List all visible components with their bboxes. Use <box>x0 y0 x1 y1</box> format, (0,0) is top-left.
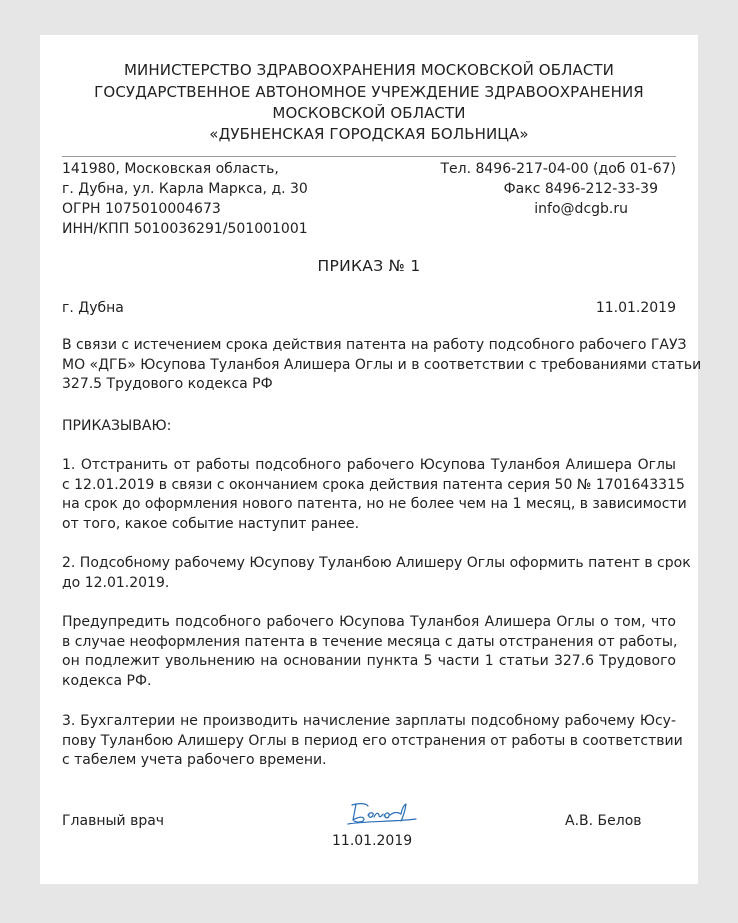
warning-line: кодекса РФ. <box>62 672 152 689</box>
signer-position: Главный врач <box>62 813 165 829</box>
item-3-paragraph <box>62 712 683 771</box>
item-2-paragraph <box>62 554 691 593</box>
order-city: г. Дубна <box>62 300 124 316</box>
fax: Факс 8496-212-33-39 <box>503 181 658 197</box>
intro-line: МО «ДГБ» Юсупова Туланбоя Алишера Оглы и в соответствии с требованиями статьи <box>62 356 702 373</box>
item-1-line: с 12.01.2019 в связи с окончанием срока действия патента серия 50 № 1701643315 <box>62 476 685 493</box>
address-line-2: г. Дубна, ул. Карла Маркса, д. 30 <box>62 181 308 197</box>
item-2-line: до 12.01.2019. <box>62 574 170 591</box>
address-line-1: 141980, Московская область, <box>62 161 279 177</box>
signer-name: А.В. Белов <box>565 813 642 829</box>
item-1-line: на срок до оформления нового патента, но не более чем на 1 месяц, в зависимости <box>62 496 687 513</box>
document-page <box>40 35 702 884</box>
command-word: ПРИКАЗЫВАЮ: <box>62 418 172 434</box>
email-link[interactable]: info@dcgb.ru <box>534 201 628 217</box>
item-3-line: с табелем учета рабочего времени. <box>62 752 327 769</box>
item-1-line: 1. Отстранить от работы подсобного рабочего Юсупова Туланбоя Алишера Оглы <box>62 457 676 473</box>
ogrn: ОГРН 1075010004673 <box>62 201 221 217</box>
order-date: 11.01.2019 <box>595 300 676 316</box>
intro-line: В связи с истечением срока действия патента на работу подсобного рабочего ГАУЗ <box>62 337 687 353</box>
warning-line: в случае неоформления патента в течение месяца с даты отстранения от работы, <box>62 633 678 650</box>
item-1-line: от того, какое событие наступит ранее. <box>62 515 360 532</box>
order-title: ПРИКАЗ № 1 <box>317 257 421 275</box>
item-3-line: 3. Бухгалтерии не производить начисление зарплаты подсобному рабочему Юсу- <box>62 713 676 729</box>
intro-line: 327.5 Трудового кодекса РФ <box>62 376 273 393</box>
institution-name: «ДУБНЕНСКАЯ ГОРОДСКАЯ БОЛЬНИЦА» <box>209 125 529 143</box>
warning-line: он подлежит увольнению на основании пункта 5 части 1 статьи 327.6 Трудового <box>62 653 676 670</box>
inn-kpp: ИНН/КПП 5010036291/501001001 <box>62 221 308 237</box>
ministry-name: МИНИСТЕРСТВО ЗДРАВООХРАНЕНИЯ МОСКОВСКОЙ ОБЛАСТИ <box>124 61 614 79</box>
warning-paragraph <box>62 613 676 691</box>
header-divider <box>62 156 676 157</box>
institution-type: ГОСУДАРСТВЕННОЕ АВТОНОМНОЕ УЧРЕЖДЕНИЕ ЗДРАВООХРАНЕНИЯ <box>94 83 644 101</box>
item-2-line: 2. Подсобному рабочему Юсупову Туланбою Алишеру Оглы оформить патент в срок <box>62 555 691 571</box>
item-3-line: пову Туланбою Алишеру Оглы в период его отстранения от работы в соответствии <box>62 732 683 749</box>
institution-region: МОСКОВСКОЙ ОБЛАСТИ <box>272 104 466 122</box>
intro-paragraph <box>62 336 702 395</box>
signature-date: 11.01.2019 <box>332 833 413 849</box>
warning-line: Предупредить подсобного рабочего Юсупова Туланбоя Алишера Оглы о том, что <box>62 614 676 630</box>
item-1-paragraph <box>62 456 687 534</box>
phone: Тел. 8496-217-04-00 (доб 01-67) <box>440 161 676 177</box>
handwritten-signature <box>346 801 422 827</box>
